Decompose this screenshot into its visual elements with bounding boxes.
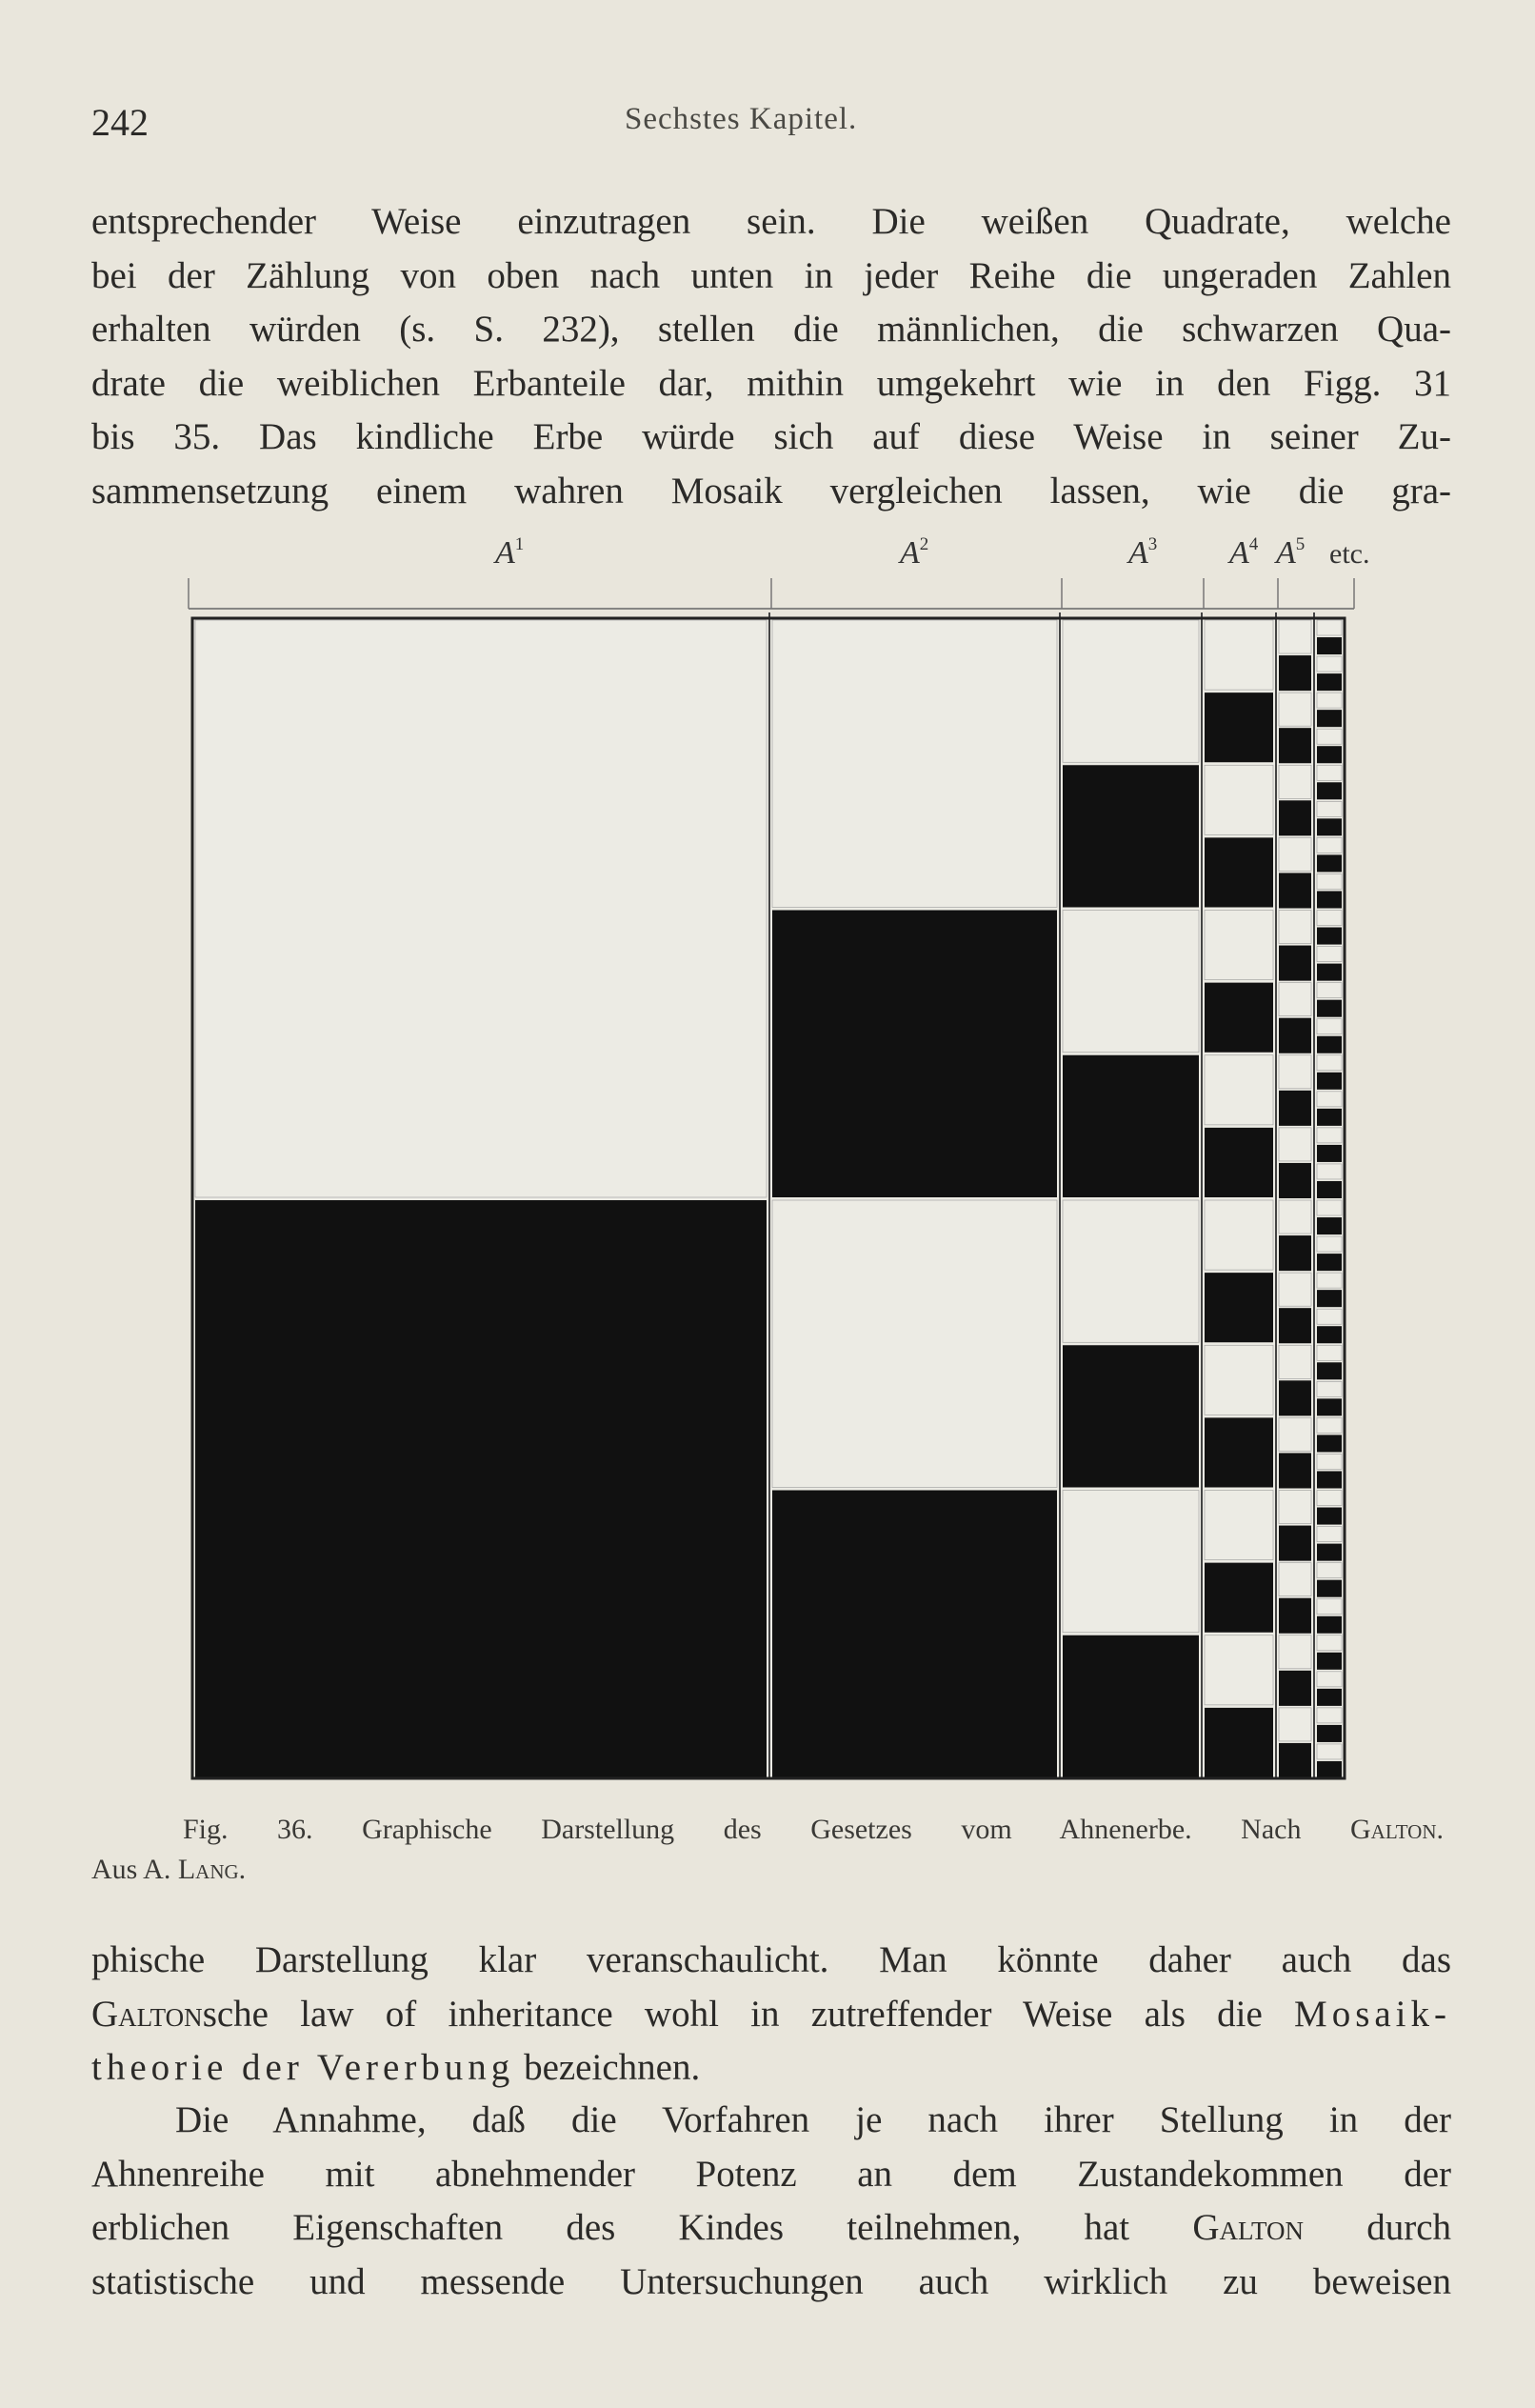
caption-source: Aus A. xyxy=(91,1854,171,1885)
mosaic-cell-black xyxy=(1279,873,1311,908)
mosaic-cell-black xyxy=(1279,1526,1311,1561)
figure-36 xyxy=(181,534,1381,1786)
mosaic-cell-white xyxy=(1317,1381,1342,1396)
mosaic-cell-black xyxy=(1317,1073,1342,1090)
text-line: Die Annahme, daß die Vorfahren je nach ihrer Stellung in der xyxy=(175,2099,1451,2140)
mosaic-cell-white xyxy=(1317,1744,1342,1759)
mosaic-cell-white xyxy=(1205,911,1273,980)
mosaic-cell-black xyxy=(1279,1235,1311,1271)
text-line: sammensetzung einem wahren Mosaik vergleichen lassen, wie die gra- xyxy=(91,470,1451,512)
column-label-a4: $A^4$ xyxy=(1229,534,1259,571)
mosaic-cell-black xyxy=(1205,1417,1273,1487)
mosaic-cell-black xyxy=(1279,1091,1311,1126)
mosaic-cell-white xyxy=(1317,1672,1342,1687)
mosaic-cell-white xyxy=(1279,1128,1311,1161)
mosaic-cell-white xyxy=(1279,1273,1311,1306)
mosaic-cell-white xyxy=(1205,1635,1273,1705)
mosaic-cell-black xyxy=(1205,1273,1273,1342)
figure-caption xyxy=(91,1810,1444,1890)
mosaic-cell-black xyxy=(1317,637,1342,654)
mosaic-cell-black xyxy=(1279,1598,1311,1634)
mosaic-cell-white xyxy=(1317,1309,1342,1324)
mosaic-cell-black xyxy=(1317,1435,1342,1452)
mosaic-cell-white xyxy=(1279,620,1311,653)
text-line: erhalten würden (s. S. 232), stellen die männlichen, die schwarzen Qua- xyxy=(91,309,1451,350)
mosaic-cell-black xyxy=(1317,1544,1342,1561)
mosaic-cell-white xyxy=(1317,1019,1342,1034)
mosaic-cell-black xyxy=(772,1491,1057,1778)
mosaic-cell-black xyxy=(1317,1036,1342,1054)
mosaic-cell-black xyxy=(1317,1761,1342,1778)
mosaic-cell-black xyxy=(1317,1109,1342,1126)
mosaic-cell-white xyxy=(1205,1491,1273,1560)
column-label-a3: $A^3$ xyxy=(1128,534,1158,571)
column-label-a1: $A^1$ xyxy=(495,534,525,571)
text-line: bis 35. Das kindliche Erbe würde sich auf diese Weise in seiner Zu- xyxy=(91,416,1451,457)
column-label-a2: $A^2$ xyxy=(900,534,929,571)
mosaic-cell-white xyxy=(1317,873,1342,889)
mosaic-cell-black xyxy=(1063,765,1199,907)
text-line: statistische und messende Untersuchungen auch wirklich zu beweisen xyxy=(91,2260,1451,2302)
mosaic-cell-white xyxy=(1279,1417,1311,1451)
mosaic-cell-black xyxy=(1317,1181,1342,1198)
mosaic-cell-white xyxy=(1205,1055,1273,1125)
mosaic-cell-white xyxy=(1317,1563,1342,1578)
mosaic-cell-white xyxy=(1279,911,1311,944)
mosaic-cell-black xyxy=(1317,891,1342,908)
running-head: Sechstes Kapitel. xyxy=(625,102,858,136)
mosaic-cell-white xyxy=(1317,1128,1342,1143)
mosaic-cell-black xyxy=(1279,800,1311,835)
paragraph-3 xyxy=(91,2094,1451,2309)
mosaic-cell-black xyxy=(1279,655,1311,691)
mosaic-cell-white xyxy=(1317,801,1342,816)
mosaic-cell-black xyxy=(1317,782,1342,799)
mosaic-cell-black xyxy=(1279,1018,1311,1054)
mosaic-cell-white xyxy=(1317,1345,1342,1360)
mosaic-cell-black xyxy=(1205,1563,1273,1633)
mosaic-cell-white xyxy=(1205,1200,1273,1270)
mosaic-cell-white xyxy=(1317,765,1342,780)
mosaic-cell-white xyxy=(1317,837,1342,853)
text-line: bei der Zählung von oben nach unten in jeder Reihe die ungeraden Zahlen xyxy=(91,254,1451,296)
mosaic-cell-black xyxy=(1317,964,1342,981)
text-line: theorie der Vererbung bezeichnen. xyxy=(91,2047,701,2088)
mosaic-cell-black xyxy=(1317,1471,1342,1488)
mosaic-cell-black xyxy=(1205,692,1273,762)
mosaic-cell-white xyxy=(1063,1200,1199,1342)
mosaic-cell-white xyxy=(1063,1491,1199,1633)
mosaic-cell-white xyxy=(1205,1345,1273,1415)
column-label-a5: $A^5$ xyxy=(1276,534,1306,571)
mosaic-cell-black xyxy=(1063,1345,1199,1487)
text-line: erblichen Eigenschaften des Kindes teilnehmen, hat Galton durch xyxy=(91,2207,1452,2248)
mosaic-cell-black xyxy=(1279,1671,1311,1706)
mosaic-cell-white xyxy=(772,1200,1057,1488)
mosaic-cell-white xyxy=(1317,1454,1342,1469)
mosaic-cell-white xyxy=(1279,1200,1311,1234)
mosaic-cell-white xyxy=(1279,983,1311,1016)
mosaic-cell-white xyxy=(1063,911,1199,1053)
mosaic-cell-white xyxy=(1279,1635,1311,1669)
mosaic-cell-white xyxy=(1279,765,1311,798)
mosaic-cell-black xyxy=(1279,1380,1311,1415)
mosaic-cell-black xyxy=(1317,1145,1342,1162)
mosaic-cell-black xyxy=(1205,1128,1273,1197)
mosaic-cell-black xyxy=(772,911,1057,1198)
paragraph-2 xyxy=(91,1934,1451,2096)
mosaic-cell-black xyxy=(1317,818,1342,835)
mosaic-cell-white xyxy=(1317,1635,1342,1651)
mosaic-cell-black xyxy=(1317,928,1342,945)
text-line: phische Darstellung klar veranschaulicht. Man könnte daher auch das xyxy=(91,1939,1451,1980)
mosaic-cell-white xyxy=(1317,1236,1342,1252)
mosaic-cell-white xyxy=(1279,1491,1311,1524)
mosaic-cell-black xyxy=(1279,1308,1311,1343)
mosaic-cell-white xyxy=(1317,692,1342,708)
mosaic-cell-white xyxy=(1317,1599,1342,1615)
mosaic-cell-white xyxy=(1317,1092,1342,1107)
caption-line xyxy=(91,1850,1444,1890)
page-header xyxy=(91,100,1444,148)
mosaic-cell-white xyxy=(1317,947,1342,962)
mosaic-cell-white xyxy=(1279,1055,1311,1089)
column-label-etc: etc. xyxy=(1329,538,1370,570)
mosaic-cell-black xyxy=(1205,837,1273,907)
text-line: Galtonsche law of inheritance wohl in zutreffender Weise als die Mosaik- xyxy=(91,1993,1452,2035)
mosaic-cell-black xyxy=(1063,1635,1199,1777)
mosaic-cell-black xyxy=(1279,946,1311,981)
mosaic-cell-white xyxy=(1317,1708,1342,1723)
mosaic-cell-black xyxy=(1317,1616,1342,1634)
mosaic-cell-black xyxy=(1317,1580,1342,1597)
mosaic-cell-black xyxy=(1279,1453,1311,1488)
caption-source-author: Lang. xyxy=(177,1854,247,1885)
mosaic-cell-white xyxy=(1317,911,1342,926)
mosaic-cell-white xyxy=(1317,620,1342,635)
mosaic-cell-white xyxy=(1205,765,1273,834)
text-line: drate die weiblichen Erbanteile dar, mithin umgekehrt wie in den Figg. 31 xyxy=(91,362,1451,404)
mosaic-cell-white xyxy=(1317,1491,1342,1506)
mosaic-cell-black xyxy=(1317,1217,1342,1234)
mosaic-cell-white xyxy=(772,620,1057,908)
text-line: Ahnenreihe mit abnehmender Potenz an dem Zustandekommen der xyxy=(91,2153,1451,2195)
mosaic-cell-white xyxy=(1279,1563,1311,1596)
mosaic-cell-black xyxy=(1205,983,1273,1053)
mosaic-cell-black xyxy=(1063,1055,1199,1197)
mosaic-cell-white xyxy=(1317,1527,1342,1542)
mosaic-cell-white xyxy=(1205,620,1273,690)
caption-author: Galton. xyxy=(1350,1814,1445,1845)
mosaic-cell-white xyxy=(1317,1164,1342,1179)
caption-text: Graphische Darstellung des Gesetzes vom Ahnenerbe. Nach xyxy=(362,1814,1302,1845)
mosaic-cell-white xyxy=(195,620,767,1197)
mosaic-cell-black xyxy=(1317,1326,1342,1343)
mosaic-cell-white xyxy=(1317,983,1342,998)
mosaic-cell-white xyxy=(1279,692,1311,726)
mosaic-cell-black xyxy=(1279,728,1311,763)
mosaic-cell-white xyxy=(1317,1273,1342,1288)
mosaic-diagram xyxy=(181,538,1381,1786)
mosaic-cell-black xyxy=(1279,1743,1311,1778)
mosaic-cell-black xyxy=(195,1200,767,1777)
mosaic-cell-black xyxy=(1317,1508,1342,1525)
mosaic-cell-black xyxy=(1317,1398,1342,1415)
mosaic-cell-black xyxy=(1205,1708,1273,1777)
mosaic-cell-black xyxy=(1317,854,1342,872)
mosaic-cell-white xyxy=(1279,1345,1311,1378)
mosaic-cell-black xyxy=(1317,673,1342,691)
mosaic-cell-white xyxy=(1279,837,1311,871)
mosaic-cell-white xyxy=(1317,1417,1342,1433)
mosaic-cell-black xyxy=(1317,1254,1342,1271)
mosaic-cell-black xyxy=(1317,1725,1342,1742)
caption-line xyxy=(91,1810,1444,1850)
mosaic-cell-black xyxy=(1317,1362,1342,1379)
mosaic-cell-white xyxy=(1317,656,1342,672)
mosaic-cell-black xyxy=(1317,710,1342,727)
mosaic-cell-black xyxy=(1317,1000,1342,1017)
figure-number: Fig. 36. xyxy=(183,1814,313,1845)
mosaic-cell-black xyxy=(1279,1163,1311,1198)
mosaic-cell-white xyxy=(1063,620,1199,762)
mosaic-cell-black xyxy=(1317,746,1342,763)
paragraph-1 xyxy=(91,195,1451,518)
mosaic-cell-white xyxy=(1317,1200,1342,1215)
mosaic-cell-white xyxy=(1279,1708,1311,1741)
page-number: 242 xyxy=(91,101,149,144)
mosaic-cell-black xyxy=(1317,1653,1342,1670)
text-line: entsprechender Weise einzutragen sein. Die weißen Quadrate, welche xyxy=(91,201,1451,242)
mosaic-cell-white xyxy=(1317,1055,1342,1071)
mosaic-cell-black xyxy=(1317,1689,1342,1706)
mosaic-cell-white xyxy=(1317,729,1342,744)
mosaic-cell-black xyxy=(1317,1290,1342,1307)
